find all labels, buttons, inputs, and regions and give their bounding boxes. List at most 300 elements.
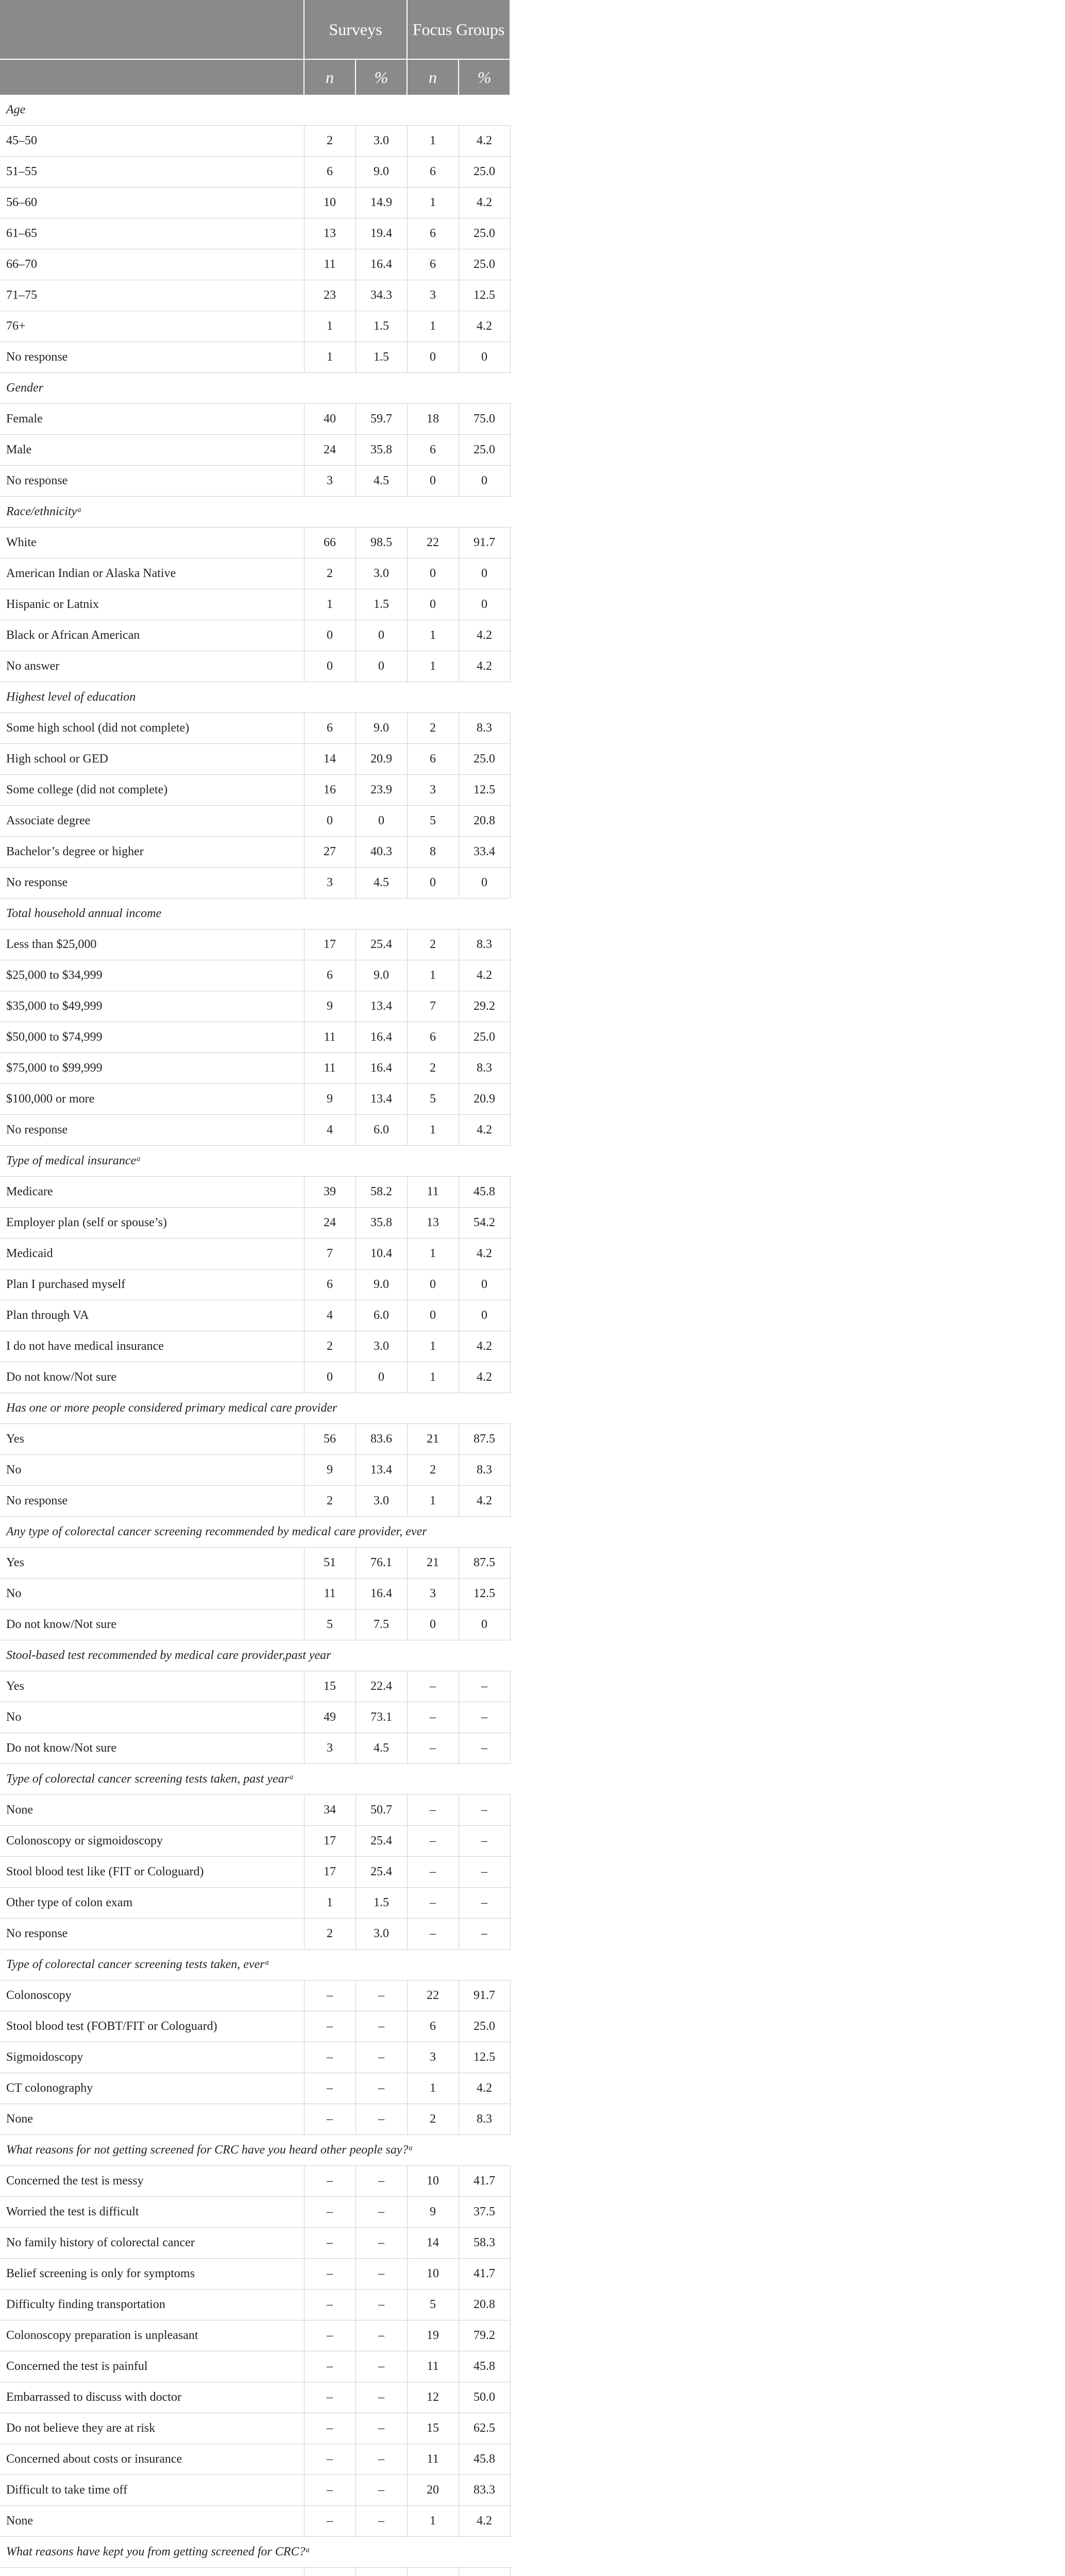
- survey-pct-cell: –: [356, 2444, 407, 2475]
- focus-pct-cell: 20.9: [459, 1084, 510, 1115]
- table-row: [0, 1733, 510, 1764]
- header-blank-cell: [0, 0, 304, 59]
- focus-n-cell: 18: [407, 404, 459, 435]
- survey-n-cell: 15: [304, 1671, 356, 1702]
- focus-n-cell: 1: [407, 1331, 459, 1362]
- survey-pct-cell: [356, 2568, 407, 2576]
- focus-n-cell: 3: [407, 280, 459, 311]
- section-header-row: [0, 1764, 510, 1795]
- focus-n-cell: 5: [407, 806, 459, 837]
- focus-n-cell: 11: [407, 2444, 459, 2475]
- focus-n-cell: –: [407, 1733, 459, 1764]
- focus-pct-cell: 4.2: [459, 620, 510, 651]
- survey-pct-cell: 98.5: [356, 528, 407, 558]
- survey-n-cell: 2: [304, 1486, 356, 1517]
- row-label: 56–60: [0, 188, 304, 218]
- survey-n-cell: 1: [304, 589, 356, 620]
- row-label: Do not know/Not sure: [0, 1733, 304, 1764]
- survey-pct-cell: 59.7: [356, 404, 407, 435]
- survey-n-cell: 14: [304, 744, 356, 775]
- section-header-row: [0, 95, 510, 126]
- survey-pct-cell: 6.0: [356, 1115, 407, 1146]
- focus-n-cell: 2: [407, 1455, 459, 1486]
- survey-n-cell: 0: [304, 806, 356, 837]
- focus-n-cell: 1: [407, 1115, 459, 1146]
- focus-n-cell: 10: [407, 2259, 459, 2290]
- focus-pct-cell: 4.2: [459, 126, 510, 157]
- table-row: [0, 1331, 510, 1362]
- survey-n-cell: 4: [304, 1300, 356, 1331]
- survey-pct-cell: 83.6: [356, 1424, 407, 1455]
- focus-n-cell: 6: [407, 435, 459, 466]
- table-row: [0, 2042, 510, 2073]
- table-row: [0, 2320, 510, 2351]
- focus-n-cell: 1: [407, 620, 459, 651]
- focus-pct-cell: 8.3: [459, 713, 510, 744]
- survey-n-cell: –: [304, 2444, 356, 2475]
- survey-pct-cell: 3.0: [356, 558, 407, 589]
- survey-pct-cell: –: [356, 2104, 407, 2135]
- row-label: Concerned the test is messy: [0, 2166, 304, 2197]
- row-label: Some high school (did not complete): [0, 713, 304, 744]
- row-label: Do not know/Not sure: [0, 1609, 304, 1640]
- row-label: No response: [0, 1486, 304, 1517]
- row-label: Less than $25,000: [0, 929, 304, 960]
- row-label: CT colonography: [0, 2073, 304, 2104]
- focus-n-cell: 1: [407, 960, 459, 991]
- focus-n-cell: 6: [407, 744, 459, 775]
- focus-pct-cell: 20.8: [459, 806, 510, 837]
- table-row: [0, 1888, 510, 1919]
- survey-n-cell: 56: [304, 1424, 356, 1455]
- survey-pct-cell: 0: [356, 651, 407, 682]
- focus-pct-cell: 87.5: [459, 1548, 510, 1579]
- table-row: [0, 1084, 510, 1115]
- focus-n-cell: 6: [407, 1022, 459, 1053]
- focus-n-cell: 6: [407, 218, 459, 249]
- survey-n-cell: 4: [304, 1115, 356, 1146]
- table-row: [0, 1702, 510, 1733]
- focus-n-cell: –: [407, 1702, 459, 1733]
- focus-pct-cell: 8.3: [459, 1455, 510, 1486]
- table-row: [0, 1239, 510, 1269]
- table-row: [0, 249, 510, 280]
- survey-pct-cell: 73.1: [356, 1702, 407, 1733]
- focus-n-cell: 5: [407, 1084, 459, 1115]
- table-row: [0, 1671, 510, 1702]
- focus-pct-cell: 33.4: [459, 837, 510, 868]
- focus-pct-cell: 25.0: [459, 1022, 510, 1053]
- focus-pct-cell: 12.5: [459, 280, 510, 311]
- focus-pct-cell: 4.2: [459, 311, 510, 342]
- focus-pct-cell: 25.0: [459, 249, 510, 280]
- survey-n-cell: 2: [304, 126, 356, 157]
- row-label: 61–65: [0, 218, 304, 249]
- table-row: [0, 435, 510, 466]
- survey-pct-cell: 76.1: [356, 1548, 407, 1579]
- row-label: Other type of colon exam: [0, 1888, 304, 1919]
- survey-n-cell: –: [304, 2197, 356, 2228]
- row-label: 66–70: [0, 249, 304, 280]
- survey-n-cell: –: [304, 2011, 356, 2042]
- section-title: Any type of colorectal cancer screening recommended by medical care provider, ever: [0, 1517, 510, 1548]
- survey-pct-cell: 34.3: [356, 280, 407, 311]
- focus-n-cell: 7: [407, 991, 459, 1022]
- row-label: [0, 2568, 304, 2576]
- survey-n-cell: 3: [304, 868, 356, 899]
- focus-n-cell: 2: [407, 1053, 459, 1084]
- focus-pct-cell: 0: [459, 1269, 510, 1300]
- survey-n-cell: 16: [304, 775, 356, 806]
- row-label: Male: [0, 435, 304, 466]
- survey-pct-cell: 19.4: [356, 218, 407, 249]
- focus-pct-cell: 25.0: [459, 744, 510, 775]
- focus-n-cell: 5: [407, 2290, 459, 2320]
- table-row: [0, 2568, 510, 2576]
- section-title: Type of medical insuranceᵃ: [0, 1146, 510, 1177]
- table-row: [0, 744, 510, 775]
- focus-pct-cell: 62.5: [459, 2413, 510, 2444]
- header-surveys: Surveys: [304, 0, 407, 59]
- focus-pct-cell: 25.0: [459, 157, 510, 188]
- survey-pct-cell: 6.0: [356, 1300, 407, 1331]
- focus-n-cell: 22: [407, 1980, 459, 2011]
- focus-n-cell: 21: [407, 1424, 459, 1455]
- survey-n-cell: –: [304, 1980, 356, 2011]
- table-row: [0, 713, 510, 744]
- survey-n-cell: 9: [304, 1084, 356, 1115]
- focus-n-cell: 1: [407, 126, 459, 157]
- survey-n-cell: –: [304, 2382, 356, 2413]
- section-title: What reasons have kept you from getting screened for CRC?ᵃ: [0, 2537, 510, 2568]
- survey-n-cell: 3: [304, 466, 356, 497]
- section-title: Age: [0, 95, 510, 126]
- focus-n-cell: 0: [407, 868, 459, 899]
- table-row: [0, 342, 510, 373]
- survey-pct-cell: 20.9: [356, 744, 407, 775]
- table-row: [0, 2104, 510, 2135]
- survey-n-cell: 0: [304, 651, 356, 682]
- table-row: [0, 2506, 510, 2537]
- focus-pct-cell: –: [459, 1795, 510, 1826]
- focus-pct-cell: 29.2: [459, 991, 510, 1022]
- focus-n-cell: 0: [407, 342, 459, 373]
- survey-pct-cell: 16.4: [356, 1022, 407, 1053]
- focus-n-cell: 1: [407, 1486, 459, 1517]
- focus-n-cell: 1: [407, 1239, 459, 1269]
- row-label: 76+: [0, 311, 304, 342]
- section-title: Highest level of education: [0, 682, 510, 713]
- focus-pct-cell: 0: [459, 558, 510, 589]
- survey-n-cell: –: [304, 2259, 356, 2290]
- focus-pct-cell: 37.5: [459, 2197, 510, 2228]
- table-row: [0, 806, 510, 837]
- focus-n-cell: 0: [407, 466, 459, 497]
- focus-n-cell: –: [407, 1857, 459, 1888]
- focus-n-cell: 22: [407, 528, 459, 558]
- section-title: Race/ethnicityᵃ: [0, 497, 510, 528]
- survey-n-cell: –: [304, 2073, 356, 2104]
- survey-pct-cell: 50.7: [356, 1795, 407, 1826]
- focus-n-cell: 6: [407, 157, 459, 188]
- header-focus-pct: %: [459, 59, 510, 95]
- survey-pct-cell: 3.0: [356, 126, 407, 157]
- row-label: $35,000 to $49,999: [0, 991, 304, 1022]
- focus-pct-cell: 0: [459, 466, 510, 497]
- row-label: Plan I purchased myself: [0, 1269, 304, 1300]
- focus-n-cell: 11: [407, 1177, 459, 1208]
- row-label: 45–50: [0, 126, 304, 157]
- focus-n-cell: 6: [407, 2011, 459, 2042]
- survey-pct-cell: 13.4: [356, 1455, 407, 1486]
- focus-pct-cell: 45.8: [459, 2444, 510, 2475]
- row-label: Plan through VA: [0, 1300, 304, 1331]
- table-row: [0, 2475, 510, 2506]
- row-label: Do not know/Not sure: [0, 1362, 304, 1393]
- table-row: [0, 1857, 510, 1888]
- row-label: Stool blood test like (FIT or Cologuard): [0, 1857, 304, 1888]
- table-row: [0, 528, 510, 558]
- focus-pct-cell: 25.0: [459, 2011, 510, 2042]
- focus-n-cell: 1: [407, 188, 459, 218]
- focus-pct-cell: 4.2: [459, 1362, 510, 1393]
- focus-n-cell: 8: [407, 837, 459, 868]
- survey-pct-cell: 9.0: [356, 960, 407, 991]
- header-blank-cell: [0, 59, 304, 95]
- survey-pct-cell: 13.4: [356, 1084, 407, 1115]
- header-focus-groups: Focus Groups: [407, 0, 510, 59]
- focus-pct-cell: 50.0: [459, 2382, 510, 2413]
- focus-pct-cell: [459, 2568, 510, 2576]
- table-row: [0, 466, 510, 497]
- row-label: Stool blood test (FOBT/FIT or Cologuard): [0, 2011, 304, 2042]
- table-row: [0, 1919, 510, 1950]
- focus-n-cell: 0: [407, 1609, 459, 1640]
- focus-n-cell: 1: [407, 651, 459, 682]
- table-header: [0, 0, 510, 95]
- survey-pct-cell: 16.4: [356, 1579, 407, 1609]
- survey-pct-cell: 1.5: [356, 311, 407, 342]
- row-label: Concerned about costs or insurance: [0, 2444, 304, 2475]
- row-label: Colonoscopy preparation is unpleasant: [0, 2320, 304, 2351]
- survey-n-cell: 34: [304, 1795, 356, 1826]
- survey-pct-cell: 25.4: [356, 1826, 407, 1857]
- survey-pct-cell: –: [356, 2413, 407, 2444]
- focus-n-cell: 9: [407, 2197, 459, 2228]
- survey-n-cell: 24: [304, 435, 356, 466]
- table-row: [0, 218, 510, 249]
- focus-n-cell: 6: [407, 249, 459, 280]
- survey-pct-cell: 9.0: [356, 713, 407, 744]
- survey-n-cell: 39: [304, 1177, 356, 1208]
- section-header-row: [0, 682, 510, 713]
- focus-pct-cell: 4.2: [459, 1115, 510, 1146]
- row-label: Embarrassed to discuss with doctor: [0, 2382, 304, 2413]
- survey-pct-cell: –: [356, 2475, 407, 2506]
- focus-pct-cell: 4.2: [459, 2073, 510, 2104]
- survey-n-cell: 2: [304, 1331, 356, 1362]
- row-label: $75,000 to $99,999: [0, 1053, 304, 1084]
- focus-pct-cell: 4.2: [459, 651, 510, 682]
- survey-n-cell: –: [304, 2290, 356, 2320]
- focus-pct-cell: –: [459, 1702, 510, 1733]
- survey-n-cell: 10: [304, 188, 356, 218]
- row-label: $50,000 to $74,999: [0, 1022, 304, 1053]
- section-title: Type of colorectal cancer screening tests taken, past yearᵃ: [0, 1764, 510, 1795]
- row-label: High school or GED: [0, 744, 304, 775]
- focus-pct-cell: 25.0: [459, 218, 510, 249]
- survey-n-cell: 11: [304, 1579, 356, 1609]
- table-row: [0, 589, 510, 620]
- focus-pct-cell: 45.8: [459, 2351, 510, 2382]
- section-title: Stool-based test recommended by medical care provider,past year: [0, 1640, 510, 1671]
- survey-pct-cell: 3.0: [356, 1486, 407, 1517]
- table-row: [0, 1455, 510, 1486]
- survey-n-cell: –: [304, 2506, 356, 2537]
- table-row: [0, 2073, 510, 2104]
- row-label: Belief screening is only for symptoms: [0, 2259, 304, 2290]
- focus-n-cell: 1: [407, 311, 459, 342]
- row-label: Associate degree: [0, 806, 304, 837]
- survey-n-cell: –: [304, 2413, 356, 2444]
- table-row: [0, 280, 510, 311]
- table-row: [0, 1795, 510, 1826]
- survey-n-cell: 1: [304, 1888, 356, 1919]
- section-title: Has one or more people considered primary medical care provider: [0, 1393, 510, 1424]
- row-label: None: [0, 2104, 304, 2135]
- focus-pct-cell: –: [459, 1919, 510, 1950]
- survey-pct-cell: 14.9: [356, 188, 407, 218]
- section-header-row: [0, 899, 510, 929]
- focus-pct-cell: 25.0: [459, 435, 510, 466]
- row-label: Difficulty finding transportation: [0, 2290, 304, 2320]
- focus-n-cell: 12: [407, 2382, 459, 2413]
- survey-n-cell: 6: [304, 157, 356, 188]
- survey-n-cell: 66: [304, 528, 356, 558]
- survey-n-cell: 1: [304, 311, 356, 342]
- focus-pct-cell: 12.5: [459, 2042, 510, 2073]
- focus-n-cell: 3: [407, 2042, 459, 2073]
- table-row: [0, 1579, 510, 1609]
- focus-n-cell: 3: [407, 775, 459, 806]
- row-label: American Indian or Alaska Native: [0, 558, 304, 589]
- row-label: No: [0, 1455, 304, 1486]
- survey-n-cell: 6: [304, 1269, 356, 1300]
- survey-n-cell: 24: [304, 1208, 356, 1239]
- table-row: [0, 404, 510, 435]
- table-row: [0, 2166, 510, 2197]
- focus-pct-cell: 0: [459, 868, 510, 899]
- row-label: No response: [0, 1919, 304, 1950]
- focus-n-cell: –: [407, 1671, 459, 1702]
- survey-pct-cell: –: [356, 2320, 407, 2351]
- survey-pct-cell: 0: [356, 806, 407, 837]
- row-label: Concerned the test is painful: [0, 2351, 304, 2382]
- survey-pct-cell: 3.0: [356, 1919, 407, 1950]
- row-label: White: [0, 528, 304, 558]
- focus-n-cell: 10: [407, 2166, 459, 2197]
- survey-pct-cell: 25.4: [356, 929, 407, 960]
- focus-n-cell: 0: [407, 589, 459, 620]
- survey-n-cell: 17: [304, 1857, 356, 1888]
- survey-pct-cell: –: [356, 2073, 407, 2104]
- focus-pct-cell: 0: [459, 1609, 510, 1640]
- table-row: [0, 188, 510, 218]
- row-label: Some college (did not complete): [0, 775, 304, 806]
- table-row: [0, 1177, 510, 1208]
- survey-n-cell: 6: [304, 713, 356, 744]
- table-row: [0, 960, 510, 991]
- section-header-row: [0, 2135, 510, 2166]
- focus-n-cell: 1: [407, 2506, 459, 2537]
- survey-n-cell: 9: [304, 991, 356, 1022]
- survey-pct-cell: 4.5: [356, 868, 407, 899]
- survey-n-cell: 3: [304, 1733, 356, 1764]
- section-header-row: [0, 1950, 510, 1980]
- table-row: [0, 1548, 510, 1579]
- survey-n-cell: –: [304, 2166, 356, 2197]
- focus-n-cell: 11: [407, 2351, 459, 2382]
- survey-pct-cell: 9.0: [356, 157, 407, 188]
- table-row: [0, 2444, 510, 2475]
- row-label: No family history of colorectal cancer: [0, 2228, 304, 2259]
- survey-pct-cell: 58.2: [356, 1177, 407, 1208]
- focus-n-cell: 13: [407, 1208, 459, 1239]
- table-row: [0, 1022, 510, 1053]
- focus-pct-cell: 4.2: [459, 188, 510, 218]
- focus-n-cell: 21: [407, 1548, 459, 1579]
- focus-pct-cell: 45.8: [459, 1177, 510, 1208]
- row-label: Employer plan (self or spouse’s): [0, 1208, 304, 1239]
- focus-pct-cell: 0: [459, 1300, 510, 1331]
- focus-pct-cell: 4.2: [459, 2506, 510, 2537]
- row-label: No: [0, 1579, 304, 1609]
- header-surveys-n: n: [304, 59, 356, 95]
- focus-pct-cell: 58.3: [459, 2228, 510, 2259]
- focus-pct-cell: –: [459, 1733, 510, 1764]
- survey-pct-cell: 0: [356, 1362, 407, 1393]
- row-label: Bachelor’s degree or higher: [0, 837, 304, 868]
- focus-pct-cell: 4.2: [459, 1239, 510, 1269]
- table-row: [0, 2351, 510, 2382]
- row-label: Sigmoidoscopy: [0, 2042, 304, 2073]
- survey-pct-cell: 16.4: [356, 1053, 407, 1084]
- section-header-row: [0, 1146, 510, 1177]
- row-label: $25,000 to $34,999: [0, 960, 304, 991]
- survey-n-cell: –: [304, 2320, 356, 2351]
- table-row: [0, 2228, 510, 2259]
- table-row: [0, 837, 510, 868]
- survey-n-cell: 1: [304, 342, 356, 373]
- focus-pct-cell: 79.2: [459, 2320, 510, 2351]
- demographics-table: [0, 0, 511, 2576]
- header-surveys-pct: %: [356, 59, 407, 95]
- row-label: Yes: [0, 1424, 304, 1455]
- focus-pct-cell: 41.7: [459, 2166, 510, 2197]
- survey-pct-cell: –: [356, 2506, 407, 2537]
- focus-n-cell: 19: [407, 2320, 459, 2351]
- section-header-row: [0, 373, 510, 404]
- row-label: Difficult to take time off: [0, 2475, 304, 2506]
- survey-pct-cell: 1.5: [356, 589, 407, 620]
- section-header-row: [0, 1393, 510, 1424]
- survey-n-cell: 0: [304, 620, 356, 651]
- focus-pct-cell: 4.2: [459, 1331, 510, 1362]
- row-label: Worried the test is difficult: [0, 2197, 304, 2228]
- focus-pct-cell: 0: [459, 589, 510, 620]
- focus-n-cell: 0: [407, 1269, 459, 1300]
- survey-pct-cell: –: [356, 2228, 407, 2259]
